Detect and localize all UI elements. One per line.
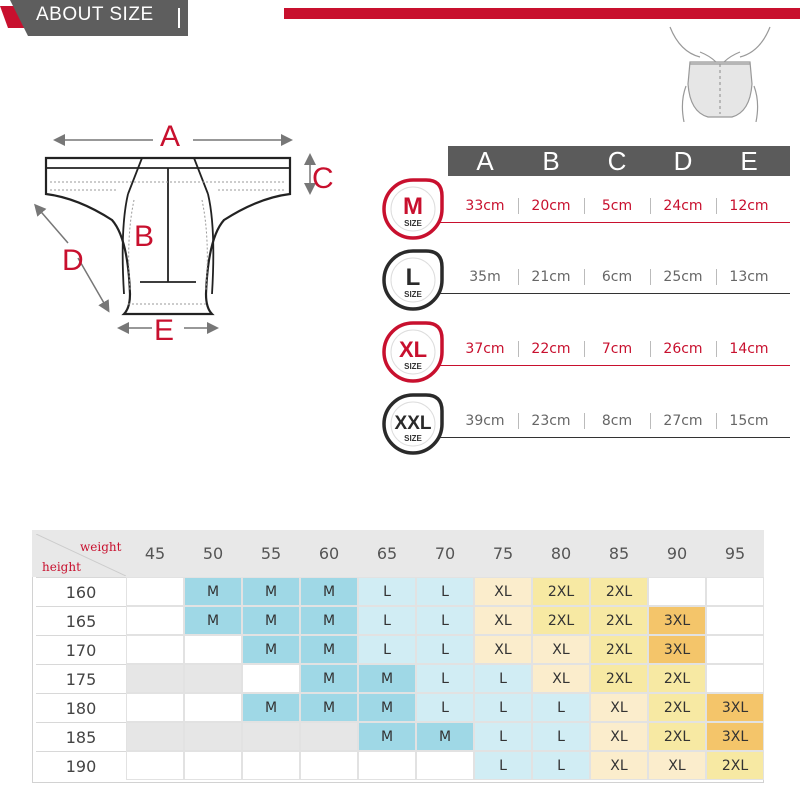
grid-cell-185-90: 2XL	[648, 722, 706, 751]
size-badge-xxl	[380, 391, 446, 457]
grid-cell-180-65: M	[358, 693, 416, 722]
grid-cell-180-85: XL	[590, 693, 648, 722]
measure-cell-divider	[518, 269, 519, 285]
size-badge-word: SIZE	[404, 434, 422, 443]
grid-cell-185-80: L	[532, 722, 590, 751]
grid-cell-160-45	[126, 577, 184, 606]
dimension-label-e: E	[154, 314, 175, 347]
grid-cell-175-75: L	[474, 664, 532, 693]
header-red-bar	[284, 8, 800, 19]
grid-cell-185-55	[242, 722, 300, 751]
grid-weight-90: 90	[666, 544, 688, 563]
size-badge-label: M	[403, 193, 423, 220]
measure-cell-m-e: 12cm	[729, 198, 769, 214]
grid-cell-165-90: 3XL	[648, 606, 706, 635]
size-badge-label: XL	[398, 337, 428, 362]
grid-cell-175-45	[126, 664, 184, 693]
measure-cell-m-a: 33cm	[465, 198, 505, 214]
dimension-label-d: D	[62, 244, 84, 277]
measure-cell-divider	[518, 341, 519, 357]
grid-cell-190-80: L	[532, 751, 590, 780]
measure-cell-xxl-c: 8cm	[601, 413, 633, 429]
grid-weight-95: 95	[724, 544, 746, 563]
grid-height-165: 165	[36, 606, 126, 635]
grid-cell-190-45	[126, 751, 184, 780]
grid-cell-165-70: L	[416, 606, 474, 635]
grid-weight-50: 50	[202, 544, 224, 563]
grid-cell-185-85: XL	[590, 722, 648, 751]
measure-cell-xxl-a: 39cm	[465, 413, 505, 429]
measure-cell-divider	[650, 341, 651, 357]
measure-cell-xxl-e: 15cm	[729, 413, 769, 429]
grid-cell-175-50	[184, 664, 242, 693]
grid-cell-165-55: M	[242, 606, 300, 635]
grid-weight-80: 80	[550, 544, 572, 563]
grid-cell-185-50	[184, 722, 242, 751]
header-separator	[178, 8, 180, 28]
size-badge-word: SIZE	[404, 219, 422, 228]
measure-cell-divider	[584, 269, 585, 285]
grid-cell-190-60	[300, 751, 358, 780]
grid-cell-170-60: M	[300, 635, 358, 664]
grid-cell-180-50	[184, 693, 242, 722]
grid-weight-85: 85	[608, 544, 630, 563]
grid-cell-190-90: XL	[648, 751, 706, 780]
grid-cell-175-90: 2XL	[648, 664, 706, 693]
measure-cell-m-b: 20cm	[531, 198, 571, 214]
measure-column-e: E	[740, 146, 758, 176]
grid-cell-170-95	[706, 635, 764, 664]
grid-cell-185-75: L	[474, 722, 532, 751]
grid-cell-170-55: M	[242, 635, 300, 664]
measure-column-b: B	[542, 146, 560, 176]
grid-cell-180-80: L	[532, 693, 590, 722]
measure-cell-l-e: 13cm	[729, 269, 769, 285]
grid-cell-180-60: M	[300, 693, 358, 722]
grid-weight-70: 70	[434, 544, 456, 563]
grid-cell-190-70	[416, 751, 474, 780]
measure-cell-divider	[584, 341, 585, 357]
dimension-label-b: B	[134, 220, 155, 253]
measure-column-a: A	[476, 146, 494, 176]
measure-cell-divider	[716, 269, 717, 285]
measure-cell-m-d: 24cm	[663, 198, 703, 214]
measure-cell-divider	[650, 198, 651, 214]
measure-cell-divider	[584, 413, 585, 429]
measure-cell-divider	[584, 198, 585, 214]
grid-cell-160-80: 2XL	[532, 577, 590, 606]
grid-height-190: 190	[36, 751, 126, 780]
grid-cell-190-85: XL	[590, 751, 648, 780]
grid-weight-75: 75	[492, 544, 514, 563]
grid-cell-180-55: M	[242, 693, 300, 722]
measure-cell-xxl-b: 23cm	[531, 413, 571, 429]
size-badge-xl	[380, 319, 446, 385]
size-badge-label: XXL	[394, 413, 432, 434]
size-badge-word: SIZE	[404, 290, 422, 299]
measure-column-c: C	[607, 146, 627, 176]
grid-cell-175-95	[706, 664, 764, 693]
grid-cell-165-50: M	[184, 606, 242, 635]
measure-cell-divider	[518, 198, 519, 214]
dimension-label-a: A	[160, 120, 181, 153]
dimension-label-c: C	[312, 162, 334, 195]
grid-weight-65: 65	[376, 544, 398, 563]
grid-cell-160-50: M	[184, 577, 242, 606]
measure-cell-l-a: 35m	[469, 269, 501, 285]
measure-cell-divider	[716, 341, 717, 357]
measure-cell-divider	[650, 269, 651, 285]
grid-cell-180-95: 3XL	[706, 693, 764, 722]
grid-cell-180-45	[126, 693, 184, 722]
measure-cell-xl-b: 22cm	[531, 341, 571, 357]
measure-cell-xl-c: 7cm	[601, 341, 633, 357]
measure-cell-xxl-d: 27cm	[663, 413, 703, 429]
grid-cell-165-65: L	[358, 606, 416, 635]
grid-cell-170-85: 2XL	[590, 635, 648, 664]
grid-weight-55: 55	[260, 544, 282, 563]
grid-cell-170-80: XL	[532, 635, 590, 664]
grid-height-170: 170	[36, 635, 126, 664]
grid-cell-185-70: M	[416, 722, 474, 751]
size-badge-l	[380, 247, 446, 313]
grid-cell-160-65: L	[358, 577, 416, 606]
grid-weight-45: 45	[144, 544, 166, 563]
grid-cell-185-60	[300, 722, 358, 751]
grid-cell-180-75: L	[474, 693, 532, 722]
grid-cell-190-55	[242, 751, 300, 780]
grid-cell-185-65: M	[358, 722, 416, 751]
grid-cell-170-70: L	[416, 635, 474, 664]
grid-cell-165-45	[126, 606, 184, 635]
grid-weight-60: 60	[318, 544, 340, 563]
grid-cell-160-60: M	[300, 577, 358, 606]
grid-cell-170-65: L	[358, 635, 416, 664]
dimension-d-arrow-up	[36, 206, 68, 243]
grid-cell-190-50	[184, 751, 242, 780]
brief-diagram	[28, 118, 348, 348]
grid-cell-170-45	[126, 635, 184, 664]
grid-cell-180-90: 2XL	[648, 693, 706, 722]
grid-cell-175-70: L	[416, 664, 474, 693]
grid-height-175: 175	[36, 664, 126, 693]
grid-cell-160-85: 2XL	[590, 577, 648, 606]
grid-cell-185-45	[126, 722, 184, 751]
grid-cell-175-60: M	[300, 664, 358, 693]
measure-cell-l-c: 6cm	[601, 269, 633, 285]
measure-cell-divider	[650, 413, 651, 429]
grid-cell-190-75: L	[474, 751, 532, 780]
grid-cell-170-75: XL	[474, 635, 532, 664]
size-badge-m	[380, 176, 446, 242]
grid-cell-160-75: XL	[474, 577, 532, 606]
size-badge-label: L	[405, 264, 421, 291]
grid-corner-height-label: height	[42, 560, 81, 574]
measure-cell-l-b: 21cm	[531, 269, 571, 285]
grid-cell-165-85: 2XL	[590, 606, 648, 635]
grid-cell-160-55: M	[242, 577, 300, 606]
measure-cell-divider	[518, 413, 519, 429]
grid-cell-175-55	[242, 664, 300, 693]
measure-cell-m-c: 5cm	[601, 198, 633, 214]
grid-cell-180-70: L	[416, 693, 474, 722]
grid-cell-160-70: L	[416, 577, 474, 606]
grid-cell-160-90	[648, 577, 706, 606]
grid-height-185: 185	[36, 722, 126, 751]
grid-cell-160-95	[706, 577, 764, 606]
grid-cell-165-75: XL	[474, 606, 532, 635]
measure-cell-l-d: 25cm	[663, 269, 703, 285]
measure-cell-xl-d: 26cm	[663, 341, 703, 357]
grid-cell-170-50	[184, 635, 242, 664]
grid-cell-165-60: M	[300, 606, 358, 635]
grid-cell-185-95: 3XL	[706, 722, 764, 751]
grid-corner-weight-label: weight	[80, 540, 122, 554]
page-title: ABOUT SIZE	[36, 4, 154, 25]
size-badge-word: SIZE	[404, 362, 422, 371]
measure-cell-divider	[716, 198, 717, 214]
measure-cell-divider	[716, 413, 717, 429]
grid-height-160: 160	[36, 577, 126, 606]
grid-cell-190-65	[358, 751, 416, 780]
grid-cell-190-95: 2XL	[706, 751, 764, 780]
measure-cell-xl-e: 14cm	[729, 341, 769, 357]
grid-height-180: 180	[36, 693, 126, 722]
grid-cell-175-80: XL	[532, 664, 590, 693]
grid-cell-165-95	[706, 606, 764, 635]
grid-cell-165-80: 2XL	[532, 606, 590, 635]
measure-column-d: D	[673, 146, 693, 176]
grid-cell-175-85: 2XL	[590, 664, 648, 693]
waist-figure-illustration	[660, 22, 780, 122]
grid-cell-175-65: M	[358, 664, 416, 693]
grid-cell-170-90: 3XL	[648, 635, 706, 664]
measure-cell-xl-a: 37cm	[465, 341, 505, 357]
